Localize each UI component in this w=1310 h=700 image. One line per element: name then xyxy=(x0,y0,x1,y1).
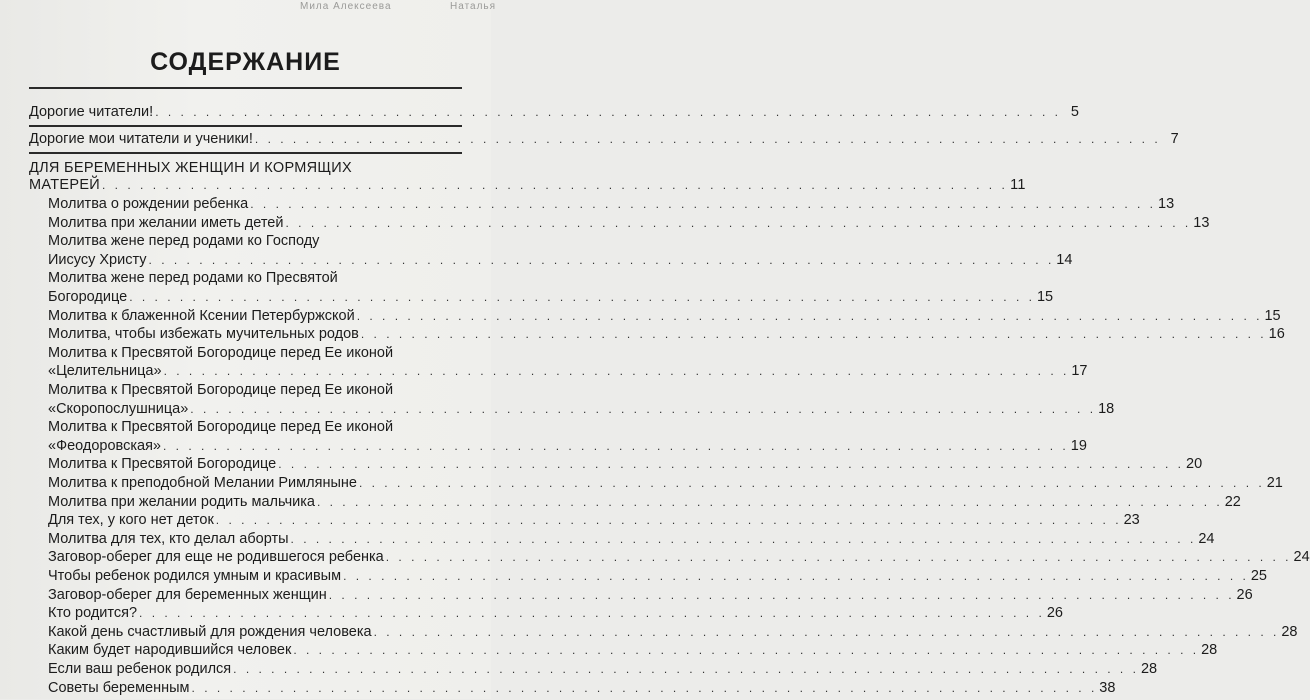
toc-item-page: 19 xyxy=(1070,437,1087,454)
toc-item-page: 17 xyxy=(1071,363,1088,380)
toc-item-title: «Феодоровская» xyxy=(48,437,161,454)
leader-dots xyxy=(216,513,1122,527)
toc-item-title: Какой день счастливый для рождения человека xyxy=(48,623,372,640)
toc-item-page: 23 xyxy=(1123,512,1140,529)
leader-dots xyxy=(361,327,1267,341)
toc-entry[interactable] xyxy=(29,104,1079,124)
toc-item-page: 26 xyxy=(1236,586,1253,603)
toc-item[interactable] xyxy=(48,605,1063,625)
toc-item-title: Молитва при желании иметь детей xyxy=(48,214,284,231)
leader-dots xyxy=(278,457,1184,471)
toc-item-line1[interactable]: Молитва к Пресвятой Богородице перед Ее иконой xyxy=(48,344,394,361)
toc-item-page: 16 xyxy=(1268,326,1285,343)
toc-entry-title: Дорогие читатели! xyxy=(29,104,154,120)
toc-item-page: 14 xyxy=(1056,251,1073,268)
leader-dots xyxy=(343,569,1249,583)
leader-dots xyxy=(386,550,1292,564)
section-heading[interactable] xyxy=(29,177,1026,197)
leader-dots xyxy=(293,643,1199,657)
page-title: СОДЕРЖАНИЕ xyxy=(150,48,341,76)
running-head-right: Наталья xyxy=(450,1,497,12)
leader-dots xyxy=(233,662,1139,676)
toc-item-title: Советы беременным xyxy=(48,679,190,696)
toc-item-page: 20 xyxy=(1186,456,1203,473)
leader-dots xyxy=(329,588,1235,602)
toc-item-page: 21 xyxy=(1266,475,1283,491)
leader-dots xyxy=(291,532,1197,546)
toc-item-title: Молитва при желании родить мальчика xyxy=(48,493,315,510)
leader-dots xyxy=(102,178,1008,192)
toc-item[interactable] xyxy=(48,586,1253,607)
toc-item-title: Молитва, чтобы избежать мучительных родов xyxy=(48,326,359,343)
toc-item-title: Молитва к Пресвятой Богородице xyxy=(48,456,277,473)
section-title-line1[interactable]: ДЛЯ БЕРЕМЕННЫХ ЖЕНЩИН И КОРМЯЩИХ xyxy=(29,160,352,176)
toc-item-title: Иисусу Христу xyxy=(48,251,147,268)
toc-item-title: Богородице xyxy=(48,289,128,305)
toc-item-title: Молитва для тех, кто делал аборты xyxy=(48,530,289,547)
leader-dots xyxy=(357,309,1263,323)
title-rule-top xyxy=(29,87,462,89)
toc-item[interactable] xyxy=(48,400,1115,421)
leader-dots xyxy=(129,290,1035,304)
toc-item[interactable] xyxy=(48,307,1281,328)
leader-dots xyxy=(359,476,1265,490)
toc-item[interactable] xyxy=(48,661,1158,681)
leader-dots xyxy=(285,216,1191,230)
leader-dots xyxy=(139,606,1045,620)
toc-item-line1[interactable]: Молитва к Пресвятой Богородице перед Ее иконой xyxy=(48,382,394,398)
toc-item-page: 24 xyxy=(1293,549,1310,566)
toc-item-page: 13 xyxy=(1193,214,1210,231)
running-head-left: Мила Алексеева xyxy=(300,1,392,12)
toc-item[interactable] xyxy=(48,568,1267,588)
divider-rule xyxy=(29,152,462,154)
toc-item-page: 28 xyxy=(1201,642,1218,659)
toc-item[interactable] xyxy=(48,475,1283,495)
toc-item[interactable] xyxy=(48,326,1285,346)
toc-item-line1[interactable]: Молитва жене перед родами ко Пресвятой xyxy=(48,270,338,287)
toc-item[interactable] xyxy=(48,196,1175,216)
leader-dots xyxy=(163,439,1069,453)
leader-dots xyxy=(255,132,1161,146)
toc-item[interactable] xyxy=(48,456,1203,476)
toc-item[interactable] xyxy=(48,512,1140,532)
running-head xyxy=(0,0,497,14)
toc-item[interactable] xyxy=(48,679,1116,700)
toc-entry-page: 7 xyxy=(1170,131,1179,147)
toc-item-line1[interactable]: Молитва к Пресвятой Богородице перед Ее иконой xyxy=(48,419,394,436)
toc-item-title: Молитва к блаженной Ксении Петербуржской xyxy=(48,307,355,324)
leader-dots xyxy=(317,495,1223,509)
leader-dots xyxy=(190,402,1096,416)
toc-item-page: 15 xyxy=(1264,307,1281,324)
toc-item-title: Молитва о рождении ребенка xyxy=(48,196,249,212)
toc-item-title: Для тех, у кого нет деток xyxy=(48,512,214,529)
toc-entry-page: 5 xyxy=(1070,104,1079,120)
toc-entry-title: Дорогие мои читатели и ученики! xyxy=(29,131,253,147)
leader-dots xyxy=(250,197,1156,211)
toc-item[interactable] xyxy=(48,530,1215,551)
toc-item-title: Если ваш ребенок родился xyxy=(48,661,232,677)
toc-item-page: 13 xyxy=(1158,196,1175,212)
toc-item-page: 15 xyxy=(1036,289,1054,305)
toc-item-title: «Скоропослушница» xyxy=(48,400,189,417)
toc-item-page: 28 xyxy=(1140,661,1158,677)
toc-item[interactable] xyxy=(48,251,1073,272)
toc-item-title: Заговор-оберег для еще не родившегося ребенка xyxy=(48,549,384,566)
leader-dots xyxy=(374,625,1280,639)
toc-item-title: «Целительница» xyxy=(48,363,162,380)
toc-item-title: Чтобы ребенок родился умным и красивым xyxy=(48,568,342,584)
toc-item-title: Молитва к преподобной Мелании Римляныне xyxy=(48,475,357,491)
toc-item-page: 22 xyxy=(1224,493,1241,510)
toc-item[interactable] xyxy=(48,289,1054,309)
toc-item-page: 25 xyxy=(1250,568,1267,584)
toc-item-page: 38 xyxy=(1099,679,1116,696)
section-title-line2: МАТЕРЕЙ xyxy=(29,177,101,193)
toc-item[interactable] xyxy=(48,623,1298,644)
toc-entry[interactable] xyxy=(29,131,1179,151)
toc-item[interactable] xyxy=(48,549,1310,569)
toc-item[interactable] xyxy=(48,642,1218,662)
divider-rule xyxy=(29,125,462,127)
toc-item[interactable] xyxy=(48,437,1087,458)
toc-item-title: Заговор-оберег для беременных женщин xyxy=(48,586,327,603)
toc-item[interactable] xyxy=(48,214,1210,235)
toc-item-page: 24 xyxy=(1198,530,1215,547)
toc-item-page: 26 xyxy=(1046,605,1063,622)
toc-item[interactable] xyxy=(48,363,1088,383)
leader-dots xyxy=(164,364,1070,378)
toc-item[interactable] xyxy=(48,493,1241,514)
toc-item-title: Кто родится? xyxy=(48,605,138,622)
leader-dots xyxy=(192,681,1098,695)
section-page: 11 xyxy=(1010,177,1026,193)
toc-item-page: 18 xyxy=(1098,400,1115,417)
leader-dots xyxy=(155,105,1061,119)
toc-item-title: Каким будет народившийся человек xyxy=(48,642,292,659)
toc-item-page: 28 xyxy=(1281,623,1298,640)
leader-dots xyxy=(149,253,1055,267)
toc-item-line1[interactable]: Молитва жене перед родами ко Господу xyxy=(48,233,320,250)
